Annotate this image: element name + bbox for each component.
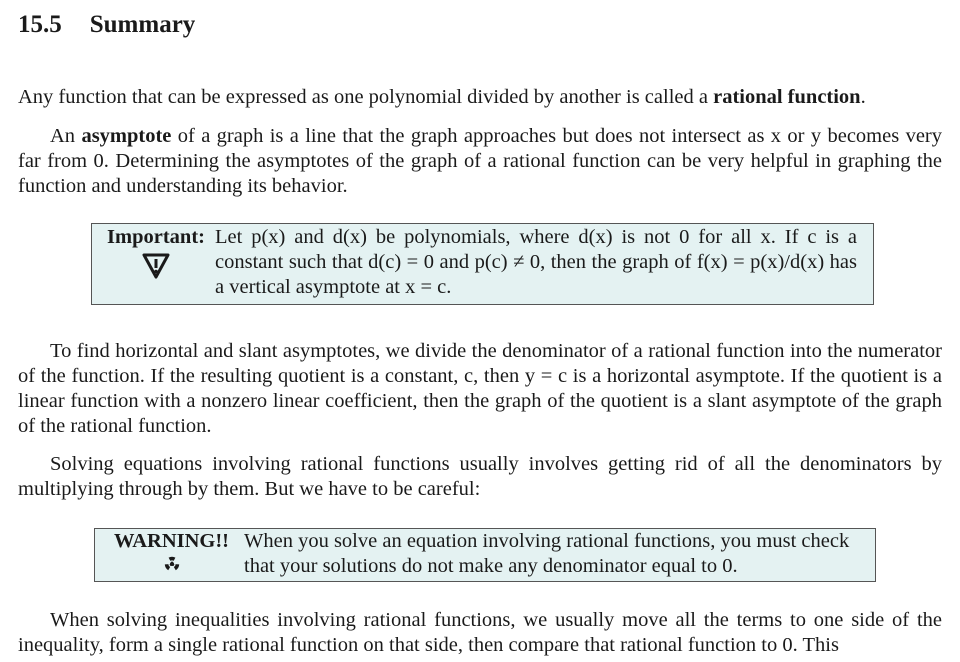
warning-triangle-icon — [141, 252, 171, 280]
important-box — [91, 223, 874, 305]
section-title: Summary — [89, 11, 196, 38]
section-heading — [18, 10, 942, 40]
paragraph-inequalities: When solving inequalities involving rational functions, we usually move all the terms to one side of the inequality, form a single rational function on that side, then compare that rational function to 0. This — [18, 609, 942, 656]
page — [18, 0, 942, 658]
warning-text: When you solve an equation involving rational functions, you must check that your solutions do not make any denominator equal to 0. — [244, 530, 850, 577]
term-rational-function: rational function — [713, 86, 861, 108]
paragraph-solving-equations: Solving equations involving rational functions usually involves getting rid of all the denominators by multiplying through by them. But we have to be careful: — [18, 453, 942, 500]
paragraph-horizontal-slant: To find horizontal and slant asymptotes, we divide the denominator of a rational function into the numerator of the function. If the resulting quotient is a constant, c, then y = c is a horizontal asymptote. If the quotient is a linear function with a nonzero linear coefficient, then the graph of the quotient is a slant asymptote of the graph of the rational function. — [18, 340, 942, 437]
warning-label: WARNING!! — [113, 530, 230, 552]
important-label: Important: — [107, 226, 205, 248]
warning-box — [94, 528, 876, 582]
radiation-icon — [163, 555, 181, 573]
paragraph-rational-function: Any function that can be expressed as one polynomial divided by another is called a rational function. — [18, 86, 866, 108]
important-text: Let p(x) and d(x) be polynomials, where d(x) is not 0 for all x. If c is a constant such that d(c) = 0 and p(c) ≠ 0, then the graph of f(x) = p(x)/d(x) has a vertical asymptote at x = c. — [215, 226, 857, 298]
term-asymptote: asymptote — [81, 125, 172, 147]
section-number: 15.5 — [18, 11, 62, 38]
paragraph-asymptote: An asymptote of a graph is a line that the graph approaches but does not intersect as x or y becomes very far from 0. Determining the asymptotes of the graph of a rational function can be very helpful in graphing the function and understanding its behavior. — [18, 125, 942, 197]
